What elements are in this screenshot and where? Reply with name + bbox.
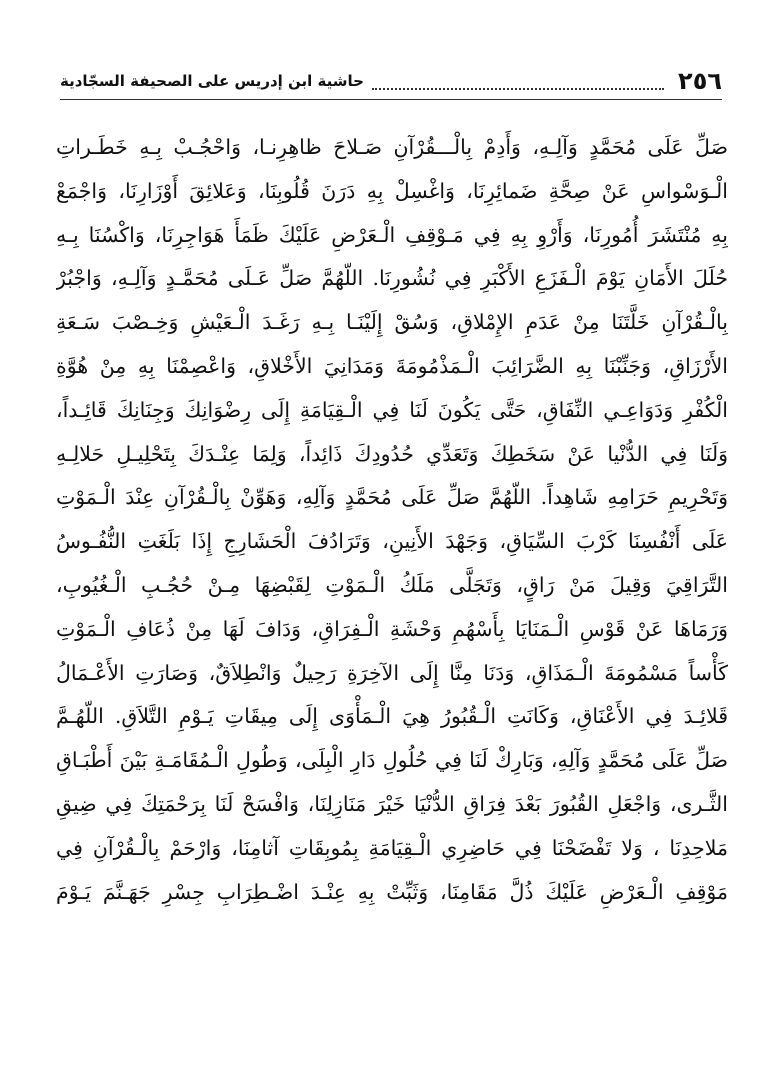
text-line: الأَرْزَاقِ، وَجَنِّبْنَا بِهِ الضَّرَائِبَ الْـمَذْمُومَةَ وَمَدَانِيَ الأَخْلاقِ، وَاعْصِمْنَا بِهِ مِنْ هُوَّةِ — [56, 353, 728, 378]
text-line: التَّرَاقِيَ وَقِيلَ مَنْ رَاقٍ، وَتَجَلَّى مَلَكُ الْـمَوْتِ لِقَبْضِهَا مِـنْ حُجُـبِ الْـغُيُوبِ، — [56, 572, 728, 597]
text-line: وَلَنَا فِي الدُّنْيا عَنْ سَخَطِكَ وَتَعَدِّي حُدُودِكَ ذَائِداً، وَلِمَا عِنْـدَكَ بِتَحْلِيـلِ حَلالِـهِ — [56, 441, 728, 466]
text-line: مَوْقِفِ الْـعَرْضِ عَلَيْكَ ذُلَّ مَقَامِنَا، وَثَبِّتْ بِهِ عِنْـدَ اضْـطِرَابِ جِسْرِ جَهَـنَّمَ يَـوْمَ — [56, 879, 728, 904]
text-line: حُلَلَ الأَمَانِ يَوْمَ الْـفَزَعِ الأَكْبَرِ فِي نُشُورِنَا. اللّهُمَّ صَلِّ عَـلَى مُحَمَّـدٍ وَآلِـهِ، وَاجْبُرْ — [56, 266, 728, 291]
running-title: حاشية ابن إدريس على الصحيفة السجّادية — [60, 72, 364, 90]
text-line: بِهِ مُنْتَشَرَ أُمُورِنَا، وَأَرْوِ بِهِ فِي مَـوْقِفِ الْـعَرْضِ عَلَيْكَ ظَمَأَ هَوَاجِرِنَا، وَاكْسُنَا بِـهِ — [56, 222, 728, 247]
text-line: صَلِّ عَلَى مُحَمَّدٍ وَآلِهِ، وَبَارِكْ لَنَا فِي حُلُولِ دَارِ الْبِلَى، وَطُولِ الْـمُقَامَـةِ بَيْنَ أَطْبَـاقِ — [56, 748, 728, 773]
body-text — [56, 126, 728, 1006]
text-line: وَتَحْرِيمِ حَرَامِهِ شَاهِداً. اللّهُمَّ صَلِّ عَلَى مُحَمَّدٍ وَآلِهِ، وَهَوِّنْ بِالْـقُرْآنِ عِنْدَ الْـمَوْتِ — [56, 485, 728, 510]
text-line: صَلِّ عَلَى مُحَمَّدٍ وَآلِـهِ، وَأَدِمْ بِالْـــقُرْآنِ صَـلاحَ ظاهِرِنـا، وَاحْجُـبْ بِـهِ خَطَـراتِ — [56, 135, 728, 159]
text-line: كَأْساً مَسْمُومَةَ الْـمَذَاقِ، وَدَنَا مِنَّا إِلَى الآخِرَةِ رَحِيلٌ وَانْطِلاَقٌ، وَصَارَتِ الأَعْـمَالُ — [56, 660, 728, 685]
text-line: وَرَمَاهَا عَنْ قَوْسِ الْـمَنَايَا بِأَسْهُمِ وَحْشَةِ الْـفِرَاقِ، وَدَافَ لَهَا مِنْ ذُعَافِ الْـمَوْتِ — [56, 616, 728, 641]
text-line: قَلائِـدَ فِي الأَعْنَاقِ، وَكَانَتِ الْـقُبُورُ هِيَ الْـمَأْوَى إِلَى مِيقَاتِ يَـوْمِ التَّلاَقِ. اللّهُـمَّ — [56, 704, 728, 729]
text-line: مَلاحِدِنَا ، وَلا تَفْضَحْنَا فِي حَاضِرِي الْـقِيَامَةِ بِمُوبِقَاتِ آثامِنَا، وَارْحَمْ بِالْـقُرْآنِ فِي — [56, 835, 728, 860]
text-line: الثَّـرى، وَاجْعَلِ القُبُورَ بَعْدَ فِرَاقِ الدُّنْيَا خَيْرَ مَنَازِلِنَا، وَافْسَحْ لَنَا بِرَحْمَتِكَ فِي ضِيقِ — [56, 791, 728, 816]
dotted-leader — [372, 70, 664, 90]
text-line: بِالْـقُرْآنِ خَلَّتَنَا مِنْ عَدَمِ الإِمْلاقِ، وَسُقْ إِلَيْنَـا بِـهِ رَغَـدَ الْـعَيْشِ وَخِـصْبَ سَـعَةِ — [56, 310, 728, 335]
text-line: الْكُفْرِ وَدَوَاعِـي النِّفَاقِ، حَتَّى يَكُونَ لَنَا فِي الْـقِيَامَةِ إِلَى رِضْوَانِكَ وَجِنَانِكَ قَائِـداً، — [56, 397, 728, 422]
text-line: الْـوَسْواسِ عَنْ صِحَّةِ ضَمائِرِنَا، وَاغْسِلْ بِهِ دَرَنَ قُلُوبِنَا، وَعَلائِقَ أَوْزَارِنَا، وَاجْمَعْ — [56, 178, 728, 203]
page-header — [60, 62, 722, 96]
header-rule — [60, 99, 722, 100]
page-number: ٢٥٦ — [678, 67, 722, 95]
text-line: عَلَى أَنْفُسِنَا كَرْبَ السِّيَاقِ، وَجَهْدَ الأَنِينِ، وَتَرَادُفَ الْحَشَارِجِ إِذَا بَلَغَتِ النُّفُـوسُ — [56, 529, 728, 554]
